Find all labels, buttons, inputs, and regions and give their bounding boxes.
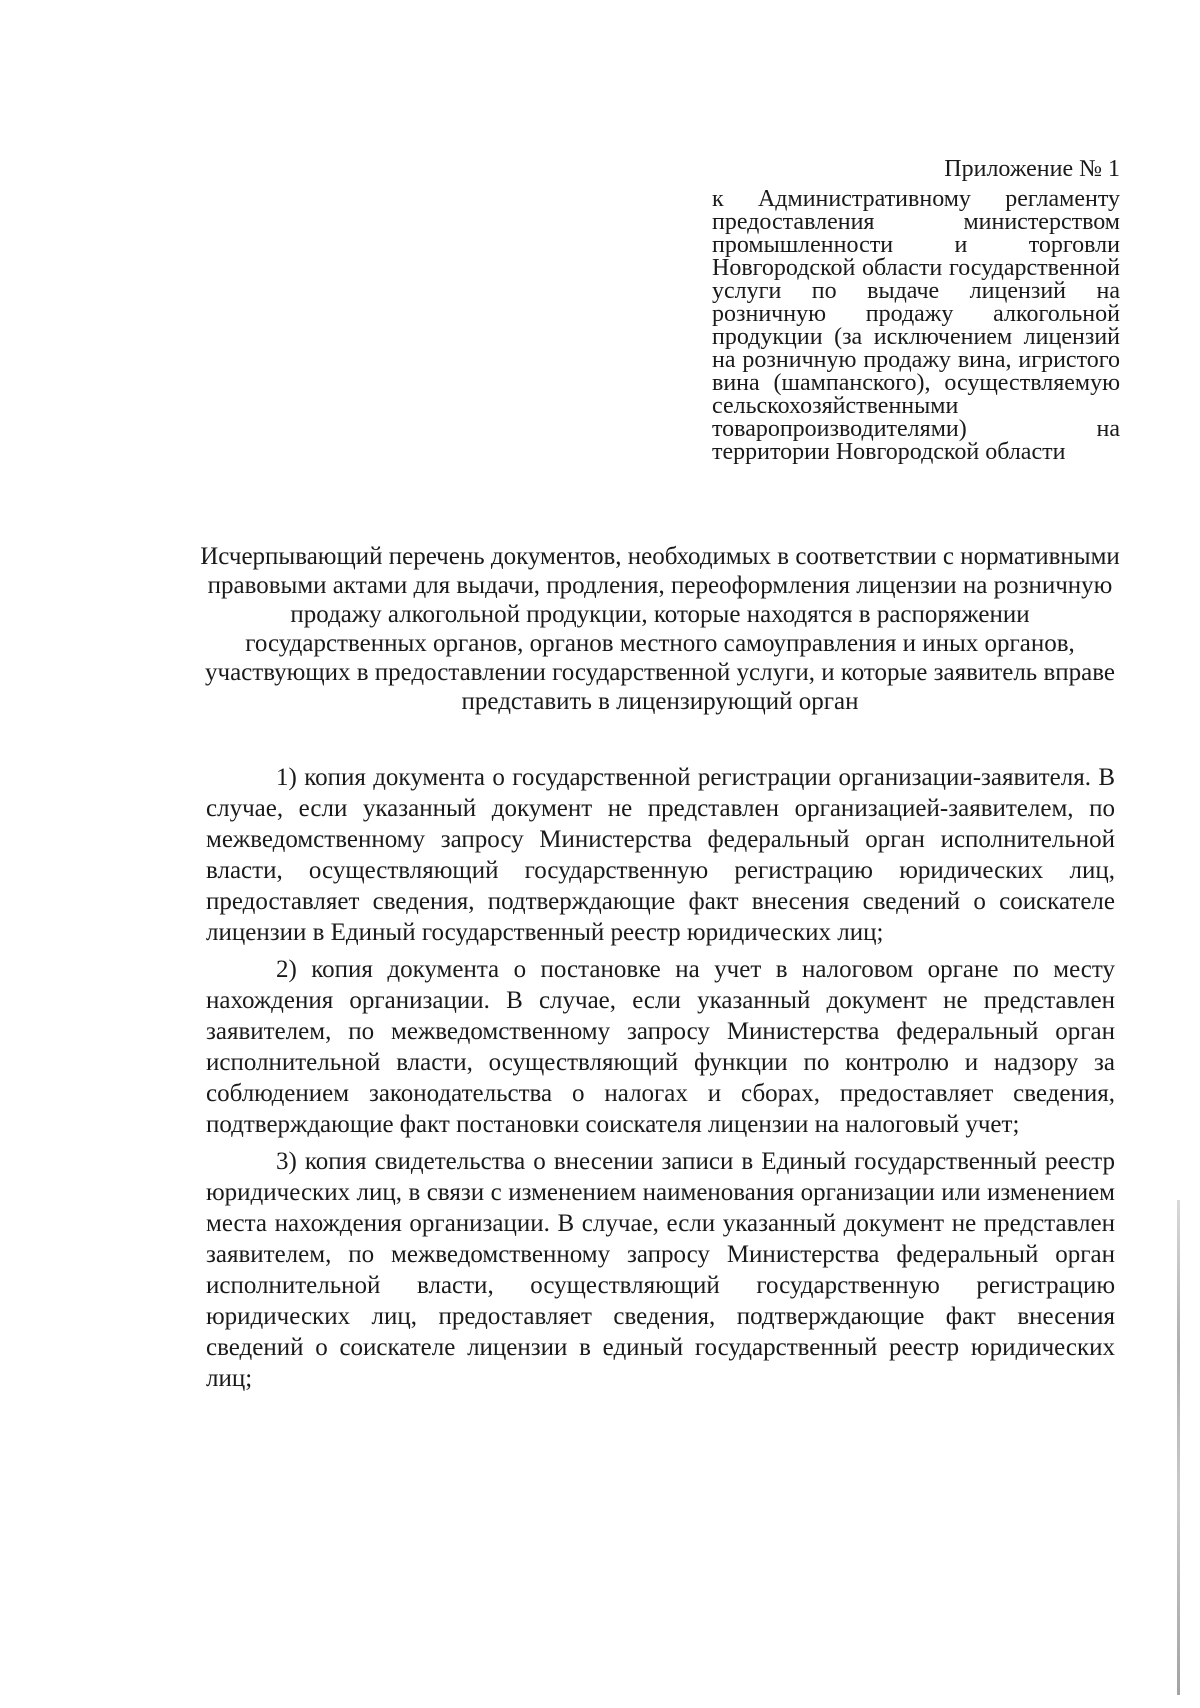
list-item-2: 2) копия документа о постановке на учет в налоговом органе по месту нахождения организации. В случае, если указанный документ не представлен заявителем, по межведомственному запросу Министерства федеральный орган исполнительной власти, осуществляющий функции по контролю и надзору за соблюдением законодательства о налогах и сборах, предоставляет сведения, подтверждающие факт постановки соискателя лицензии на налоговый учет; bbox=[206, 956, 1115, 1138]
list-item-1: 1) копия документа о государственной регистрации организации-заявителя. В случае, если указанный документ не представлен организацией-заявителем, по межведомственному запросу Министерства федеральный орган исполнительной власти, осуществляющий государственную регистрацию юридических лиц, предоставляет сведения, подтверждающие факт внесения сведений о соискателе лицензии в Единый государственный реестр юридических лиц; bbox=[206, 764, 1115, 946]
document-list bbox=[206, 762, 1115, 1400]
document-heading: Исчерпывающий перечень документов, необходимых в соответствии с нормативными правовыми актами для выдачи, продления, переоформления лицензии на розничную продажу алкогольной продукции, которые находятся в распоряжении государственных органов, органов местного самоуправления и иных органов, участвующих в предоставлении государственной услуги, и которые заявитель вправе представить в лицензирующий орган bbox=[200, 543, 1120, 715]
scan-edge-artifact bbox=[1177, 1200, 1180, 1695]
appendix-title: Приложение № 1 bbox=[944, 156, 1120, 182]
appendix-description: к Административному регламенту предоставления министерством промышленности и торговли Новгородской области государственной услуги по выдаче лицензий на розничную продажу алкогольной продукции (за исключением лицензий на розничную продажу вина, игристого вина (шампанского), осуществляемую сельскохозяйственными товаропроизводителями) на территории Новгородской области bbox=[712, 186, 1120, 465]
list-item-3: 3) копия свидетельства о внесении записи в Единый государственный реестр юридических лиц, в связи с изменением наименования организации или изменением места нахождения организации. В случае, если указанный документ не представлен заявителем, по межведомственному запросу Министерства федеральный орган исполнительной власти, осуществляющий государственную регистрацию юридических лиц, предоставляет сведения, подтверждающие факт внесения сведений о соискателе лицензии в единый государственный реестр юридических лиц; bbox=[206, 1148, 1115, 1392]
